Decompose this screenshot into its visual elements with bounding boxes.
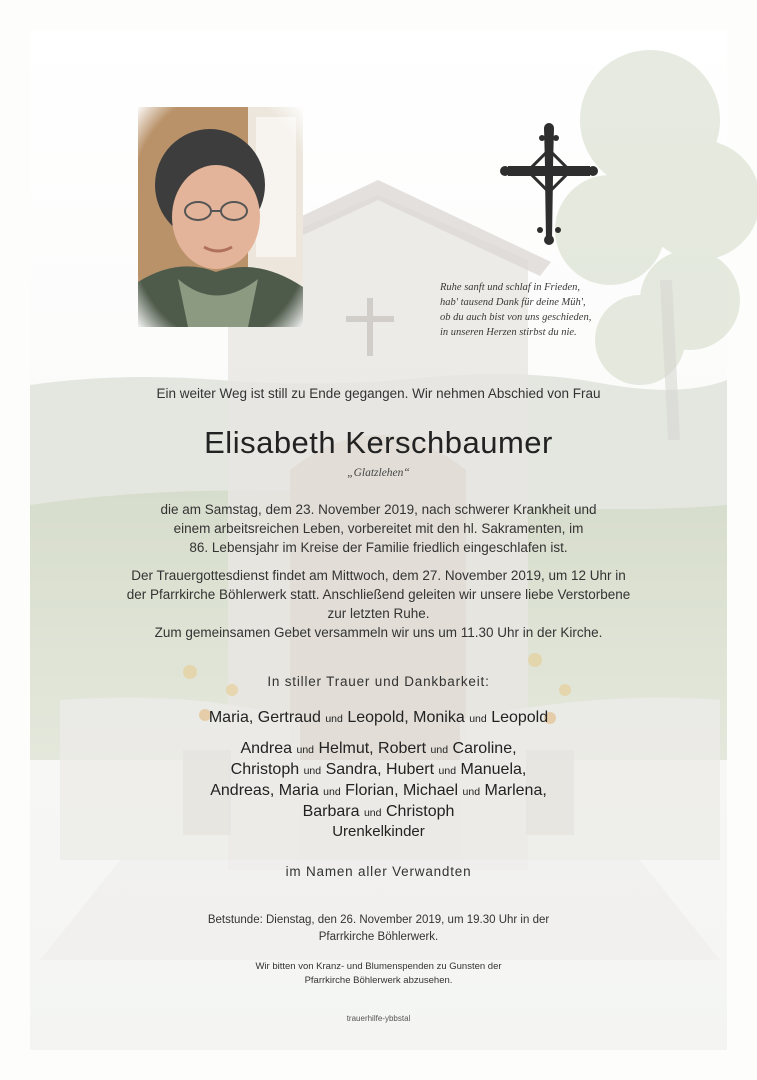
- grandchildren-line: [0, 739, 757, 760]
- donation-note: [0, 960, 757, 988]
- conjunction: und: [462, 786, 481, 798]
- conjunction: und: [323, 786, 341, 798]
- grandchildren-names: [0, 739, 757, 823]
- conjunction: und: [325, 713, 343, 725]
- donation-line: Wir bitten von Kranz- und Blumenspenden zu Gunsten der: [255, 961, 502, 972]
- grandchildren-line: [0, 802, 757, 823]
- verse-line: hab' tausend Dank für deine Müh',: [440, 297, 586, 308]
- footer-credit: trauerhilfe-ybbstal: [346, 1014, 411, 1023]
- family-name: Manuela,: [460, 761, 527, 778]
- house-name: „Glatzlehen“: [347, 467, 410, 479]
- mourning-heading: In stiller Trauer und Dankbarkeit:: [267, 674, 490, 689]
- family-name: Barbara: [302, 803, 360, 820]
- death-notice: [0, 500, 757, 557]
- prayer-hour: [0, 912, 757, 946]
- family-name: Helmut, Robert: [318, 740, 427, 757]
- family-name: Caroline,: [452, 740, 517, 757]
- family-name: Christoph: [230, 761, 300, 778]
- deceased-name: Elisabeth Kerschbaumer: [204, 425, 553, 460]
- prayer-hour-line: Pfarrkirche Böhlerwerk.: [318, 931, 439, 943]
- conjunction: und: [363, 807, 382, 819]
- verse-line: ob du auch bist von uns geschieden,: [440, 312, 592, 323]
- death-notice-line: die am Samstag, dem 23. November 2019, nach schwerer Krankheit und: [160, 502, 597, 517]
- relatives-line: im Namen aller Verwandten: [285, 864, 472, 879]
- family-name: Andreas, Maria: [210, 782, 319, 799]
- grandchildren-line: [0, 760, 757, 781]
- family-name: Maria, Gertraud: [208, 709, 321, 726]
- funeral-line: der Pfarrkirche Böhlerwerk statt. Anschließend geleiten wir unsere liebe Verstorbene: [126, 587, 631, 602]
- verse-line: Ruhe sanft und schlaf in Frieden,: [440, 282, 580, 293]
- great-grandchildren: Urenkelkinder: [332, 823, 425, 840]
- verse-line: in unseren Herzen stirbst du nie.: [440, 327, 577, 338]
- conjunction: und: [303, 765, 322, 777]
- conjunction: und: [438, 765, 457, 777]
- grandchildren-line: [0, 781, 757, 802]
- conjunction: und: [469, 713, 487, 725]
- family-name: Christoph: [385, 803, 455, 820]
- conjunction: und: [296, 744, 315, 756]
- donation-line: Pfarrkirche Böhlerwerk abzusehen.: [304, 975, 453, 986]
- funeral-notice: [0, 566, 757, 623]
- funeral-line: Der Trauergottesdienst findet am Mittwoch, dem 27. November 2019, um 12 Uhr in: [131, 568, 626, 583]
- cross-icon: [500, 122, 598, 248]
- family-name: Leopold: [491, 709, 549, 726]
- death-notice-line: 86. Lebensjahr im Kreise der Familie friedlich eingeschlafen ist.: [189, 540, 568, 555]
- memorial-verse: [440, 280, 640, 340]
- conjunction: und: [430, 744, 449, 756]
- funeral-line: zur letzten Ruhe.: [327, 606, 430, 621]
- intro-text: Ein weiter Weg ist still zu Ende gegangen. Wir nehmen Abschied von Frau: [156, 386, 601, 401]
- prayer-gathering: Zum gemeinsamen Gebet versammeln wir uns um 11.30 Uhr in der Kirche.: [154, 625, 603, 640]
- portrait-photo: [138, 107, 303, 327]
- family-name: Marlena,: [484, 782, 547, 799]
- family-name: Sandra, Hubert: [325, 761, 435, 778]
- prayer-hour-line: Betstunde: Dienstag, den 26. November 2019, um 19.30 Uhr in der: [207, 914, 550, 926]
- family-name: Florian, Michael: [345, 782, 459, 799]
- children-names: [0, 709, 757, 727]
- death-notice-line: einem arbeitsreichen Leben, vorbereitet mit den hl. Sakramenten, im: [173, 521, 584, 536]
- family-name: Leopold, Monika: [347, 709, 465, 726]
- family-name: Andrea: [240, 740, 293, 757]
